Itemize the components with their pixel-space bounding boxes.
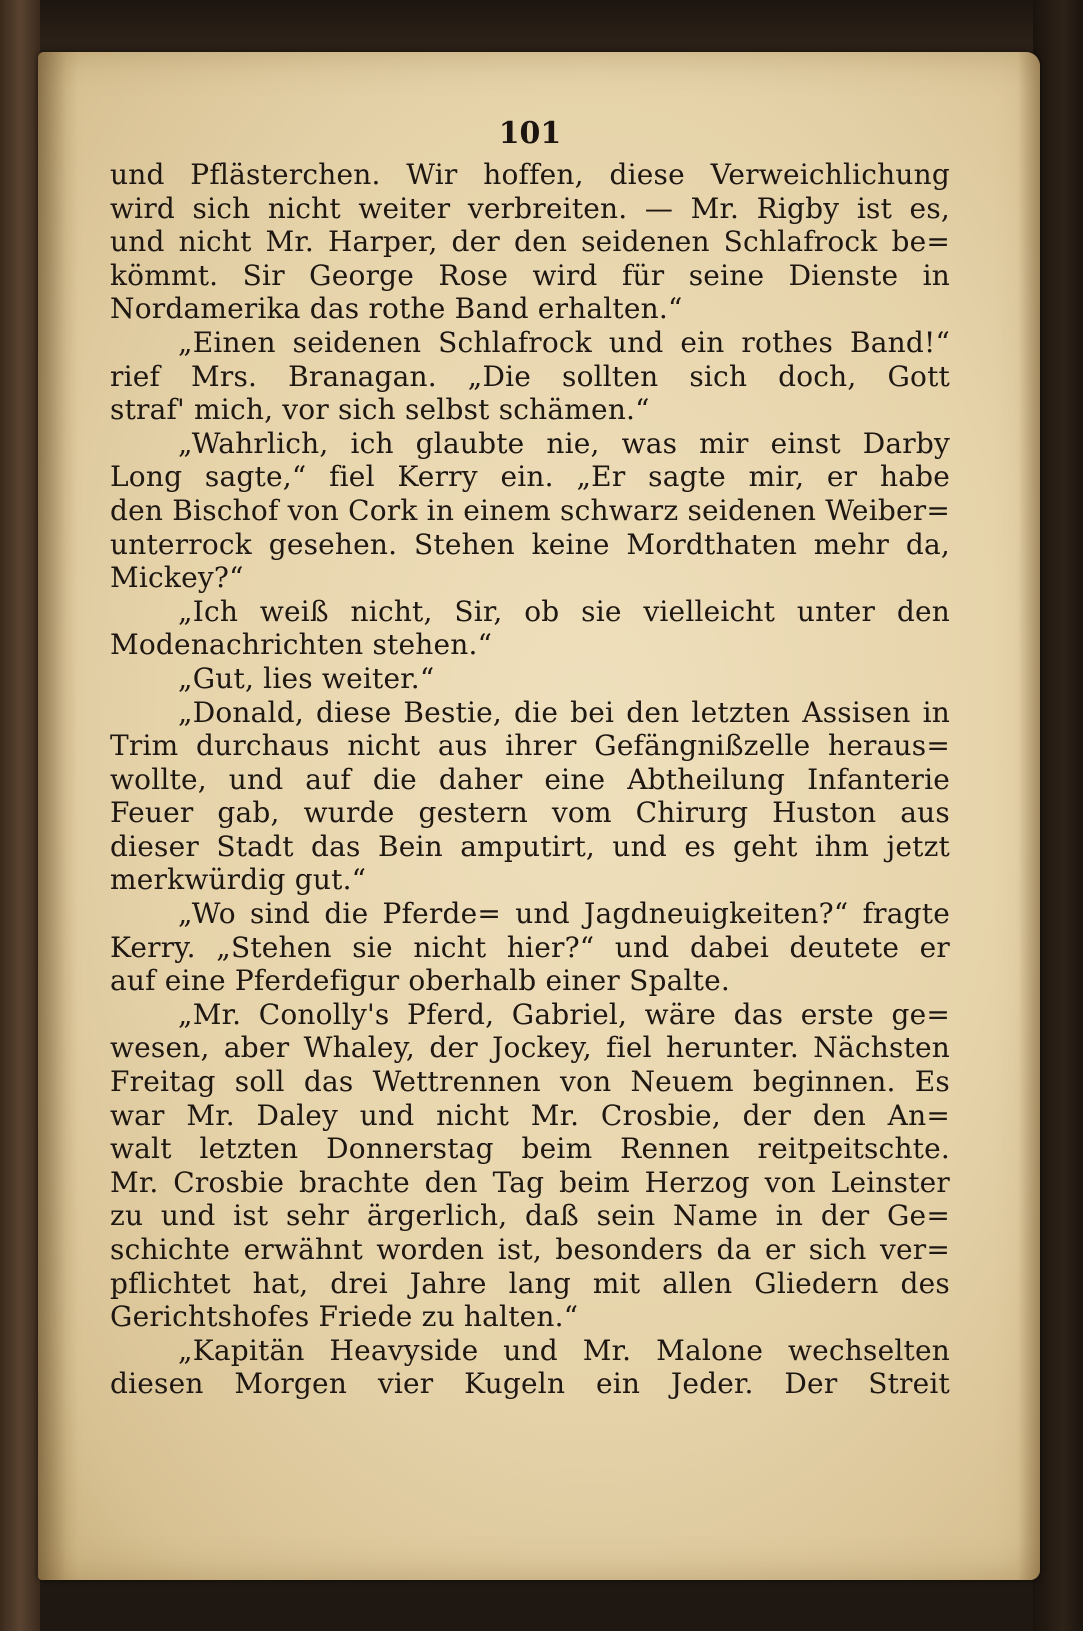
text-line: „Mr. Conolly's Pferd, Gabriel, wäre das erste ge= xyxy=(178,997,950,1031)
book-cover-right-edge xyxy=(1033,0,1083,1631)
text-line: Mickey?“ xyxy=(110,561,244,595)
text-line: Trim durchaus nicht aus ihrer Gefängnißzelle heraus= xyxy=(110,729,950,763)
text-line: pflichtet hat, drei Jahre lang mit allen Gliedern des xyxy=(110,1266,950,1300)
text-line: war Mr. Daley und nicht Mr. Crosbie, der den An= xyxy=(110,1098,950,1132)
text-line: straf' mich, vor sich selbst schämen.“ xyxy=(110,393,650,427)
text-line: wesen, aber Whaley, der Jockey, fiel herunter. Nächsten xyxy=(110,1031,950,1065)
text-line: Nordamerika das rothe Band erhalten.“ xyxy=(110,292,683,326)
text-line: „Wahrlich, ich glaubte nie, was mir einst Darby xyxy=(178,426,950,460)
page-gutter-shadow xyxy=(38,52,78,1580)
text-line: und Pflästerchen. Wir hoffen, diese Verweichlichung xyxy=(110,158,950,191)
text-line: „Wo sind die Pferde= und Jagdneuigkeiten?“ fragte xyxy=(178,897,950,931)
text-line: Kerry. „Stehen sie nicht hier?“ und dabei deutete er xyxy=(110,930,950,964)
text-line: Mr. Crosbie brachte den Tag beim Herzog von Leinster xyxy=(110,1165,950,1199)
text-line: und nicht Mr. Harper, der den seidenen Schlafrock be= xyxy=(110,225,950,259)
text-line: wird sich nicht weiter verbreiten. — Mr. Rigby ist es, xyxy=(110,191,950,225)
text-line: rief Mrs. Branagan. „Die sollten sich doch, Gott xyxy=(110,359,950,393)
text-line: diesen Morgen vier Kugeln ein Jeder. Der Streit xyxy=(110,1367,950,1401)
text-line: merkwürdig gut.“ xyxy=(110,863,367,897)
text-line: dieser Stadt das Bein amputirt, und es geht ihm jetzt xyxy=(110,829,950,863)
text-line: Modenachrichten stehen.“ xyxy=(110,628,493,662)
text-line: Feuer gab, wurde gestern vom Chirurg Huston aus xyxy=(110,796,950,830)
text-line: „Einen seidenen Schlafrock und ein rothes Band!“ xyxy=(178,325,950,359)
book-page xyxy=(38,52,1040,1580)
page-number: 101 xyxy=(498,116,562,151)
text-line: unterrock gesehen. Stehen keine Mordthaten mehr da, xyxy=(110,527,950,561)
text-line: schichte erwähnt worden ist, besonders da er sich ver= xyxy=(110,1233,950,1266)
page-text-block xyxy=(110,112,950,1401)
text-line: „Gut, lies weiter.“ xyxy=(178,661,435,695)
book-cover-left-edge xyxy=(0,0,40,1631)
text-line: „Ich weiß nicht, Sir, ob sie vielleicht unter den xyxy=(178,594,950,628)
text-line: walt letzten Donnerstag beim Rennen reitpeitschte. xyxy=(110,1132,950,1166)
text-line: Gerichtshofes Friede zu halten.“ xyxy=(110,1300,579,1334)
text-line: kömmt. Sir George Rose wird für seine Dienste in xyxy=(110,258,950,292)
text-line: wollte, und auf die daher eine Abtheilung Infanterie xyxy=(110,762,950,796)
text-line: „Kapitän Heavyside und Mr. Malone wechselten xyxy=(178,1333,950,1367)
text-line: auf eine Pferdefigur oberhalb einer Spalte. xyxy=(110,964,730,998)
text-line: den Bischof von Cork in einem schwarz seidenen Weiber= xyxy=(110,493,950,527)
text-line: Long sagte,“ fiel Kerry ein. „Er sagte mir, er habe xyxy=(110,460,950,494)
text-line: Freitag soll das Wettrennen von Neuem beginnen. Es xyxy=(110,1065,950,1099)
text-line: „Donald, diese Bestie, die bei den letzten Assisen in xyxy=(178,695,950,729)
text-line: zu und ist sehr ärgerlich, daß sein Name in der Ge= xyxy=(110,1199,950,1233)
page-edge-shadow xyxy=(1018,52,1040,1580)
